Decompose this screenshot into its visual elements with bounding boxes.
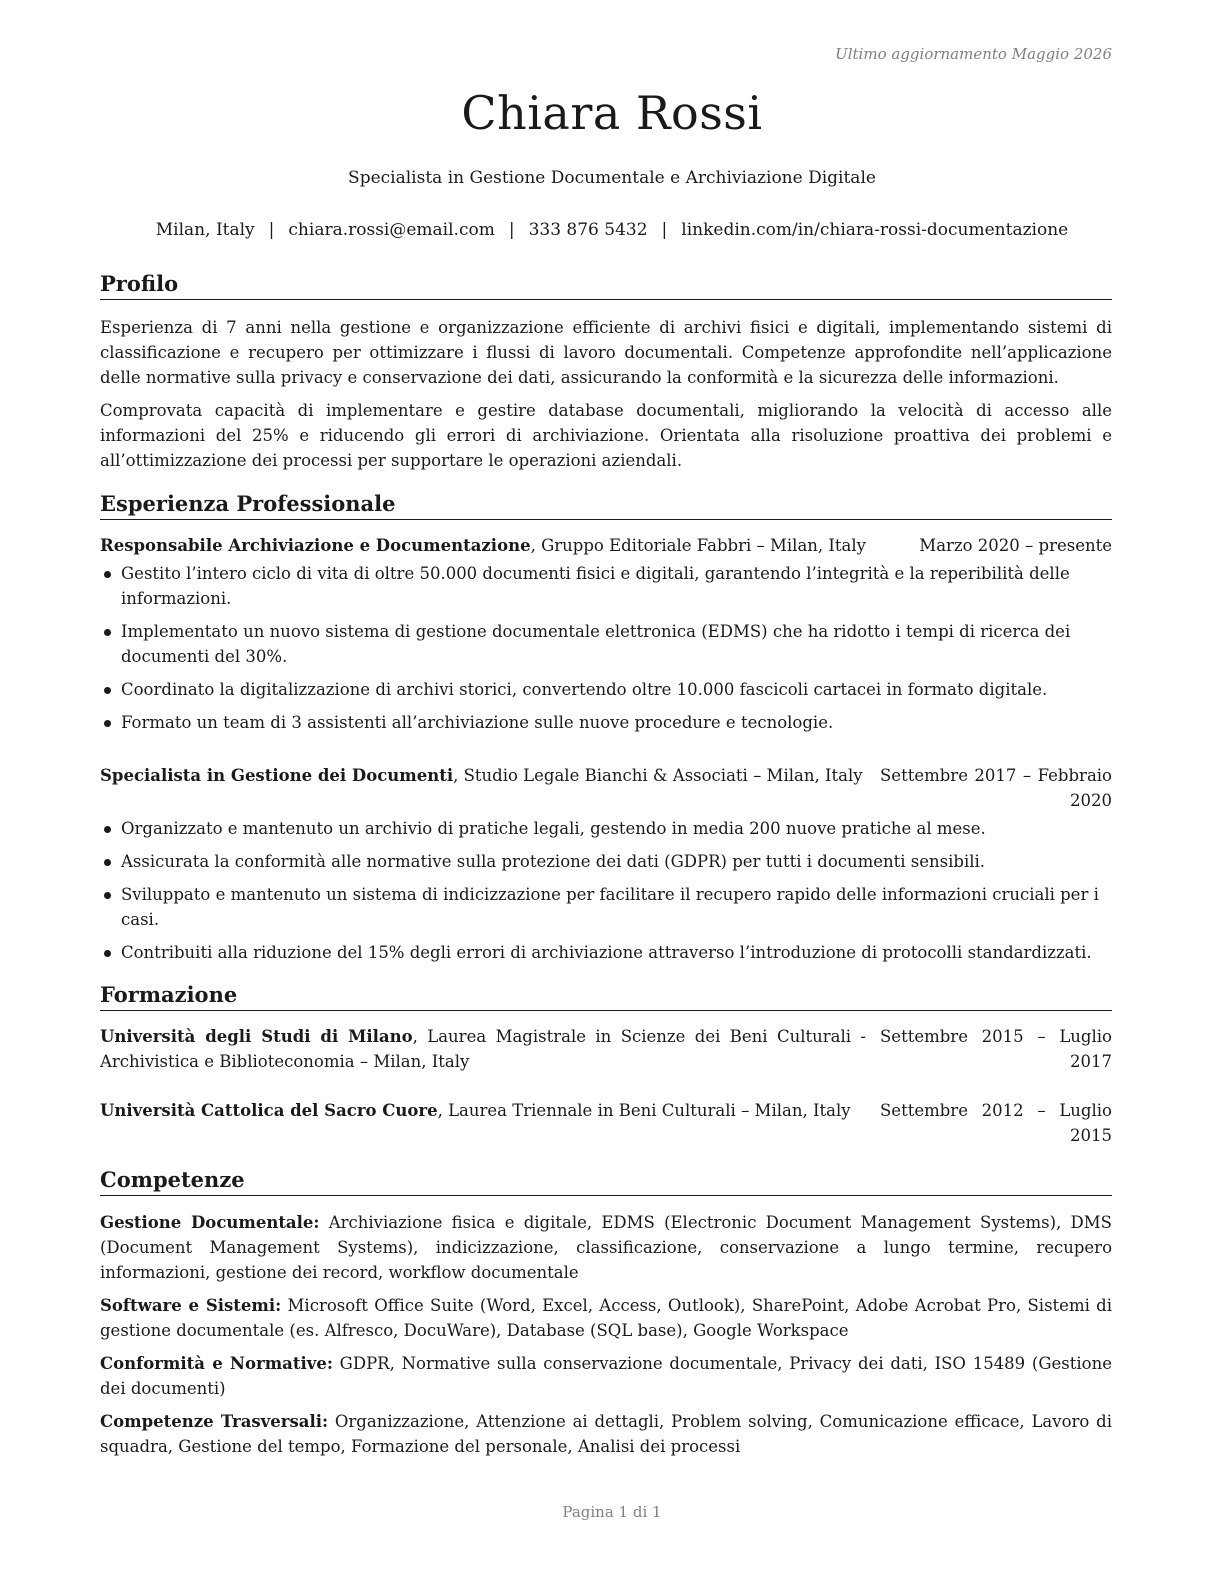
page-number: Pagina 1 di 1	[562, 1503, 662, 1521]
contact-phone: 333 876 5432	[528, 220, 648, 240]
education-entry	[100, 1024, 1112, 1074]
skill-group	[100, 1409, 1112, 1459]
contact-location: Milan, Italy	[155, 220, 255, 240]
skill-group-text: Organizzazione, Attenzione ai dettagli, Problem solving, Comunicazione efficace, Lavoro di squadra, Gestione del tempo, Formazione del personale, Analisi dei processi	[100, 1412, 1113, 1456]
profile-paragraph: Esperienza di 7 anni nella gestione e organizzazione efficiente di archivi fisici e digitali, implementando sistemi di classificazione e recupero per ottimizzare i flussi di lavoro documentali. Competenze approfondite nell’applicazione delle normative sulla privacy e conservazione dei dati, assicurando la conformità e la sicurezza delle informazioni.	[100, 318, 1112, 387]
education-school: Università degli Studi di Milano	[100, 1027, 413, 1046]
skill-group	[100, 1210, 1112, 1285]
job-entry	[100, 763, 1112, 965]
skill-group-text: Archiviazione fisica e digitale, EDMS (Electronic Document Management Systems), DMS (Document Management Systems), indicizzazione, classificazione, conservazione a lungo termine, recupero informazioni, gestione dei record, workflow documentale	[100, 1213, 1112, 1282]
contact-line	[0, 220, 1224, 240]
job-dates: Settembre 2017 – Febbraio 2020	[880, 766, 1112, 810]
education-degree: , Laurea Triennale in Beni Culturali – Milan, Italy	[437, 1101, 851, 1120]
contact-email[interactable]: chiara.rossi@email.com	[288, 220, 495, 240]
contact-linkedin[interactable]: linkedin.com/in/chiara-rossi-documentazione	[681, 220, 1069, 240]
job-bullet: Organizzato e mantenuto un archivio di pratiche legali, gestendo in media 200 nuove pratiche al mese.	[100, 816, 1112, 841]
section-title-experience: Esperienza Professionale	[100, 490, 1112, 520]
job-dates: Marzo 2020 – presente	[919, 536, 1112, 555]
education-dates: Settembre 2015 – Luglio 2017	[880, 1027, 1112, 1071]
contact-separator: |	[508, 220, 515, 240]
job-bullet: Assicurata la conformità alle normative sulla protezione dei dati (GDPR) per tutti i documenti sensibili.	[100, 849, 1112, 874]
job-bullet: Formato un team di 3 assistenti all’archiviazione sulle nuove procedure e tecnologie.	[100, 710, 1112, 735]
job-bullet: Contribuiti alla riduzione del 15% degli errori di archiviazione attraverso l’introduzione di protocolli standardizzati.	[100, 940, 1112, 965]
candidate-name: Chiara Rossi	[461, 86, 763, 140]
contact-separator: |	[661, 220, 668, 240]
job-entry	[100, 533, 1112, 735]
skill-group-label: Gestione Documentale:	[100, 1213, 320, 1232]
education-school: Università Cattolica del Sacro Cuore	[100, 1101, 438, 1120]
section-title-skills: Competenze	[100, 1166, 1112, 1196]
skill-group-text: GDPR, Normative sulla conservazione documentale, Privacy dei dati, ISO 15489 (Gestione dei documenti)	[100, 1354, 1112, 1398]
job-role: Specialista in Gestione dei Documenti	[100, 766, 454, 785]
job-role: Responsabile Archiviazione e Documentazione	[100, 536, 531, 555]
section-title-profile: Profilo	[100, 270, 1112, 300]
job-company: , Gruppo Editoriale Fabbri – Milan, Italy	[530, 536, 866, 555]
job-title: Specialista in Gestione Documentale e Archiviazione Digitale	[348, 168, 876, 188]
job-bullets	[100, 561, 1112, 735]
skill-group-text: Microsoft Office Suite (Word, Excel, Access, Outlook), SharePoint, Adobe Acrobat Pro, Sistemi di gestione documentale (es. Alfresco, DocuWare), Database (SQL base), Google Workspace	[100, 1296, 1112, 1340]
job-header	[100, 763, 1112, 813]
education-degree: , Laurea Magistrale in Scienze dei Beni Culturali - Archivistica e Biblioteconomia – Milan, Italy	[100, 1027, 866, 1071]
section-title-education: Formazione	[100, 981, 1112, 1011]
education-entry	[100, 1098, 1112, 1148]
contact-separator: |	[268, 220, 275, 240]
skill-group	[100, 1351, 1112, 1401]
job-header	[100, 533, 1112, 558]
job-bullet: Coordinato la digitalizzazione di archivi storici, convertendo oltre 10.000 fascicoli cartacei in formato digitale.	[100, 677, 1112, 702]
skill-group-label: Conformità e Normative:	[100, 1354, 333, 1373]
education-dates: Settembre 2012 – Luglio 2015	[880, 1101, 1112, 1145]
skill-group-label: Competenze Trasversali:	[100, 1412, 329, 1431]
job-bullets	[100, 816, 1112, 965]
job-bullet: Gestito l’intero ciclo di vita di oltre 50.000 documenti fisici e digitali, garantendo l’integrità e la reperibilità delle informazioni.	[100, 561, 1112, 611]
last-updated: Ultimo aggiornamento Maggio 2026	[835, 45, 1112, 63]
skill-group-label: Software e Sistemi:	[100, 1296, 282, 1315]
resume-body	[100, 270, 1112, 1459]
job-company: , Studio Legale Bianchi & Associati – Milan, Italy	[453, 766, 863, 785]
job-bullet: Implementato un nuovo sistema di gestione documentale elettronica (EDMS) che ha ridotto i tempi di ricerca dei documenti del 30%.	[100, 619, 1112, 669]
profile-paragraph: Comprovata capacità di implementare e gestire database documentali, migliorando la velocità di accesso alle informazioni del 25% e riducendo gli errori di archiviazione. Orientata alla risoluzione proattiva dei problemi e all’ottimizzazione dei processi per supportare le operazioni aziendali.	[100, 401, 1112, 470]
job-bullet: Sviluppato e mantenuto un sistema di indicizzazione per facilitare il recupero rapido delle informazioni cruciali per i casi.	[100, 882, 1112, 932]
skill-group	[100, 1293, 1112, 1343]
